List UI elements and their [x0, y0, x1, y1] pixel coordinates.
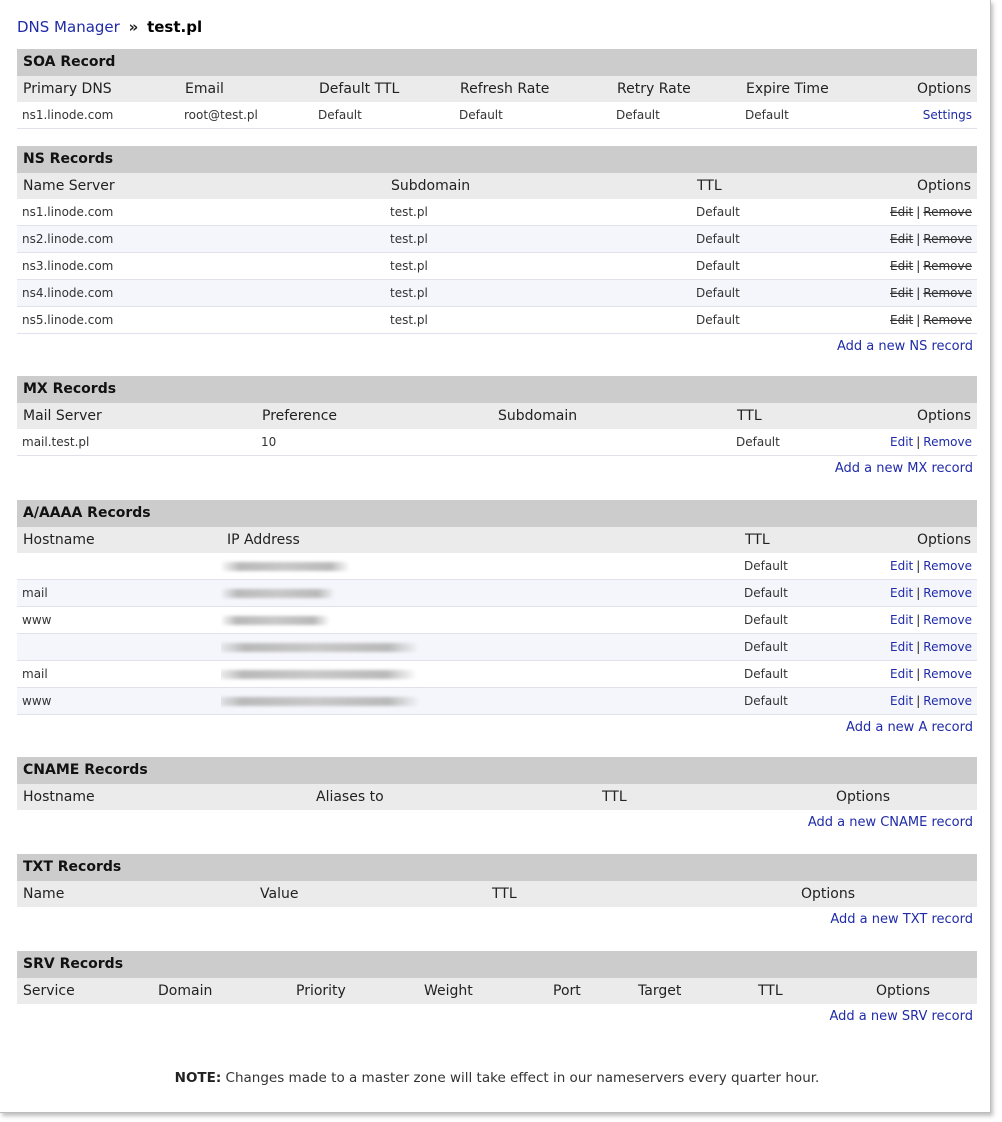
srv-col-weight: Weight — [418, 978, 547, 1004]
ns-subdomain: test.pl — [385, 307, 691, 334]
mx-options-cell — [861, 429, 977, 456]
a-options-cell — [861, 688, 977, 715]
cname-section — [17, 757, 977, 836]
a-table — [17, 527, 977, 715]
srv-col-port: Port — [547, 978, 632, 1004]
ns-col-subdomain: Subdomain — [385, 173, 691, 199]
soa-col-primary-dns: Primary DNS — [17, 76, 179, 102]
soa-retry-rate: Default — [611, 102, 740, 129]
cname-col-aliases-to: Aliases to — [310, 784, 596, 810]
ns-edit-disabled: Edit — [890, 286, 914, 300]
soa-table — [17, 76, 977, 129]
mx-title: MX Records — [17, 376, 977, 403]
ns-subdomain: test.pl — [385, 226, 691, 253]
txt-col-ttl: TTL — [486, 881, 795, 907]
ns-server: ns2.linode.com — [17, 226, 385, 253]
ns-remove-disabled: Remove — [923, 205, 972, 219]
txt-col-value: Value — [254, 881, 486, 907]
options-separator: | — [916, 559, 921, 573]
ns-header-row — [17, 173, 977, 199]
mx-col-options: Options — [861, 403, 977, 429]
srv-section — [17, 951, 977, 1030]
mx-col-mail-server: Mail Server — [17, 403, 256, 429]
ns-col-options: Options — [861, 173, 977, 199]
soa-settings-link[interactable]: Settings — [922, 108, 972, 122]
txt-table — [17, 881, 977, 907]
cname-add-row — [17, 810, 977, 836]
a-options-cell — [861, 634, 977, 661]
options-separator: | — [916, 232, 921, 246]
ns-table — [17, 173, 977, 334]
mx-preference: 10 — [256, 429, 492, 456]
soa-section — [17, 49, 977, 129]
ns-edit-disabled: Edit — [890, 232, 914, 246]
ns-server: ns1.linode.com — [17, 199, 385, 226]
cname-col-ttl: TTL — [596, 784, 830, 810]
ns-options-cell — [861, 253, 977, 280]
ns-options-cell — [861, 307, 977, 334]
soa-options-cell — [890, 102, 977, 129]
soa-primary-dns: ns1.linode.com — [17, 102, 179, 129]
a-col-options: Options — [861, 527, 977, 553]
a-ttl: Default — [739, 661, 861, 688]
mx-remove-link[interactable]: Remove — [923, 435, 972, 449]
redacted-ip — [221, 643, 419, 652]
ns-remove-disabled: Remove — [923, 232, 972, 246]
srv-col-target: Target — [632, 978, 752, 1004]
a-ip-address — [221, 634, 739, 661]
a-hostname — [17, 553, 221, 580]
ns-edit-disabled: Edit — [890, 259, 914, 273]
cname-col-hostname: Hostname — [17, 784, 310, 810]
mx-server: mail.test.pl — [17, 429, 256, 456]
soa-header-row — [17, 76, 977, 102]
a-ttl: Default — [739, 688, 861, 715]
ns-subdomain: test.pl — [385, 253, 691, 280]
a-hostname: www — [17, 688, 221, 715]
ns-options-cell — [861, 226, 977, 253]
a-col-ip-address: IP Address — [221, 527, 739, 553]
a-ttl: Default — [739, 634, 861, 661]
a-edit-link[interactable]: Edit — [890, 586, 914, 600]
a-edit-link[interactable]: Edit — [890, 640, 914, 654]
srv-header-row — [17, 978, 977, 1004]
srv-col-priority: Priority — [290, 978, 418, 1004]
ns-title: NS Records — [17, 146, 977, 173]
a-row — [17, 553, 977, 580]
ns-row — [17, 226, 977, 253]
a-edit-link[interactable]: Edit — [890, 694, 914, 708]
a-ip-address — [221, 553, 739, 580]
breadcrumb — [17, 17, 202, 37]
options-separator: | — [916, 586, 921, 600]
add-mx-record-link[interactable]: Add a new MX record — [834, 461, 973, 476]
a-options-cell — [861, 661, 977, 688]
a-remove-link[interactable]: Remove — [923, 694, 972, 708]
ns-add-row — [17, 334, 977, 360]
options-separator: | — [916, 313, 921, 327]
a-ttl: Default — [739, 553, 861, 580]
ns-row — [17, 307, 977, 334]
add-txt-record-link[interactable]: Add a new TXT record — [830, 912, 973, 927]
mx-add-row — [17, 456, 977, 482]
soa-col-retry-rate: Retry Rate — [611, 76, 740, 102]
options-separator: | — [916, 694, 921, 708]
a-hostname — [17, 634, 221, 661]
mx-edit-link[interactable]: Edit — [890, 435, 914, 449]
a-hostname: mail — [17, 580, 221, 607]
ns-ttl: Default — [691, 253, 861, 280]
note-text: Changes made to a master zone will take effect in our nameservers every quarter hour. — [225, 1070, 820, 1086]
ns-subdomain: test.pl — [385, 280, 691, 307]
note-label: NOTE: — [174, 1070, 222, 1086]
breadcrumb-dns-manager-link[interactable]: DNS Manager — [17, 18, 120, 36]
a-row — [17, 688, 977, 715]
a-col-ttl: TTL — [739, 527, 861, 553]
options-separator: | — [916, 640, 921, 654]
mx-ttl: Default — [731, 429, 861, 456]
txt-header-row — [17, 881, 977, 907]
a-ttl: Default — [739, 580, 861, 607]
soa-refresh-rate: Default — [454, 102, 611, 129]
soa-default-ttl: Default — [313, 102, 454, 129]
txt-add-row — [17, 907, 977, 933]
soa-row — [17, 102, 977, 129]
a-edit-link[interactable]: Edit — [890, 613, 914, 627]
soa-expire-time: Default — [740, 102, 890, 129]
a-ip-address — [221, 661, 739, 688]
txt-col-name: Name — [17, 881, 254, 907]
mx-table — [17, 403, 977, 456]
redacted-ip — [221, 670, 417, 679]
redacted-ip — [221, 562, 350, 571]
options-separator: | — [916, 286, 921, 300]
breadcrumb-separator: » — [128, 18, 139, 36]
soa-email: root@test.pl — [179, 102, 313, 129]
options-separator: | — [916, 613, 921, 627]
a-ip-address — [221, 688, 739, 715]
ns-row — [17, 253, 977, 280]
srv-col-options: Options — [870, 978, 977, 1004]
a-remove-link[interactable]: Remove — [923, 559, 972, 573]
a-remove-link[interactable]: Remove — [923, 640, 972, 654]
ns-options-cell — [861, 280, 977, 307]
txt-col-options: Options — [795, 881, 977, 907]
a-ttl: Default — [739, 607, 861, 634]
mx-subdomain — [492, 429, 731, 456]
ns-edit-disabled: Edit — [890, 205, 914, 219]
soa-col-expire-time: Expire Time — [740, 76, 890, 102]
a-edit-link[interactable]: Edit — [890, 667, 914, 681]
ns-row — [17, 280, 977, 307]
ns-server: ns5.linode.com — [17, 307, 385, 334]
a-row — [17, 634, 977, 661]
a-remove-link[interactable]: Remove — [923, 613, 972, 627]
a-hostname: www — [17, 607, 221, 634]
ns-section — [17, 146, 977, 360]
ns-edit-disabled: Edit — [890, 313, 914, 327]
mx-row — [17, 429, 977, 456]
srv-add-row — [17, 1004, 977, 1030]
a-options-cell — [861, 580, 977, 607]
redacted-ip — [221, 589, 335, 598]
srv-col-service: Service — [17, 978, 152, 1004]
srv-col-ttl: TTL — [752, 978, 870, 1004]
add-a-record-link[interactable]: Add a new A record — [846, 720, 973, 735]
a-section — [17, 500, 977, 741]
ns-row — [17, 199, 977, 226]
mx-col-ttl: TTL — [731, 403, 861, 429]
srv-table — [17, 978, 977, 1004]
cname-header-row — [17, 784, 977, 810]
a-header-row — [17, 527, 977, 553]
a-remove-link[interactable]: Remove — [923, 667, 972, 681]
ns-remove-disabled: Remove — [923, 259, 972, 273]
soa-title: SOA Record — [17, 49, 977, 76]
soa-col-email: Email — [179, 76, 313, 102]
ns-col-ttl: TTL — [691, 173, 861, 199]
txt-section — [17, 854, 977, 933]
a-edit-link[interactable]: Edit — [890, 559, 914, 573]
options-separator: | — [916, 435, 921, 449]
ns-server: ns3.linode.com — [17, 253, 385, 280]
redacted-ip — [221, 697, 420, 706]
soa-col-default-ttl: Default TTL — [313, 76, 454, 102]
a-remove-link[interactable]: Remove — [923, 586, 972, 600]
txt-title: TXT Records — [17, 854, 977, 881]
breadcrumb-current: test.pl — [147, 18, 203, 36]
soa-col-options: Options — [890, 76, 977, 102]
soa-col-refresh-rate: Refresh Rate — [454, 76, 611, 102]
srv-col-domain: Domain — [152, 978, 290, 1004]
add-ns-record-link[interactable]: Add a new NS record — [836, 339, 973, 354]
options-separator: | — [916, 259, 921, 273]
ns-options-cell — [861, 199, 977, 226]
add-srv-record-link[interactable]: Add a new SRV record — [829, 1009, 973, 1024]
a-title: A/AAAA Records — [17, 500, 977, 527]
zone-note — [17, 1070, 977, 1086]
a-options-cell — [861, 553, 977, 580]
a-row — [17, 607, 977, 634]
a-row — [17, 661, 977, 688]
a-options-cell — [861, 607, 977, 634]
cname-table — [17, 784, 977, 810]
a-add-row — [17, 715, 977, 741]
ns-ttl: Default — [691, 280, 861, 307]
options-separator: | — [916, 205, 921, 219]
ns-remove-disabled: Remove — [923, 313, 972, 327]
mx-col-subdomain: Subdomain — [492, 403, 731, 429]
ns-ttl: Default — [691, 307, 861, 334]
a-ip-address — [221, 607, 739, 634]
ns-col-name-server: Name Server — [17, 173, 385, 199]
options-separator: | — [916, 667, 921, 681]
ns-subdomain: test.pl — [385, 199, 691, 226]
cname-col-options: Options — [830, 784, 977, 810]
ns-ttl: Default — [691, 199, 861, 226]
ns-remove-disabled: Remove — [923, 286, 972, 300]
cname-title: CNAME Records — [17, 757, 977, 784]
a-row — [17, 580, 977, 607]
a-ip-address — [221, 580, 739, 607]
add-cname-record-link[interactable]: Add a new CNAME record — [807, 815, 973, 830]
mx-section — [17, 376, 977, 482]
a-hostname: mail — [17, 661, 221, 688]
ns-ttl: Default — [691, 226, 861, 253]
mx-header-row — [17, 403, 977, 429]
ns-server: ns4.linode.com — [17, 280, 385, 307]
mx-col-preference: Preference — [256, 403, 492, 429]
a-col-hostname: Hostname — [17, 527, 221, 553]
redacted-ip — [221, 616, 330, 625]
srv-title: SRV Records — [17, 951, 977, 978]
